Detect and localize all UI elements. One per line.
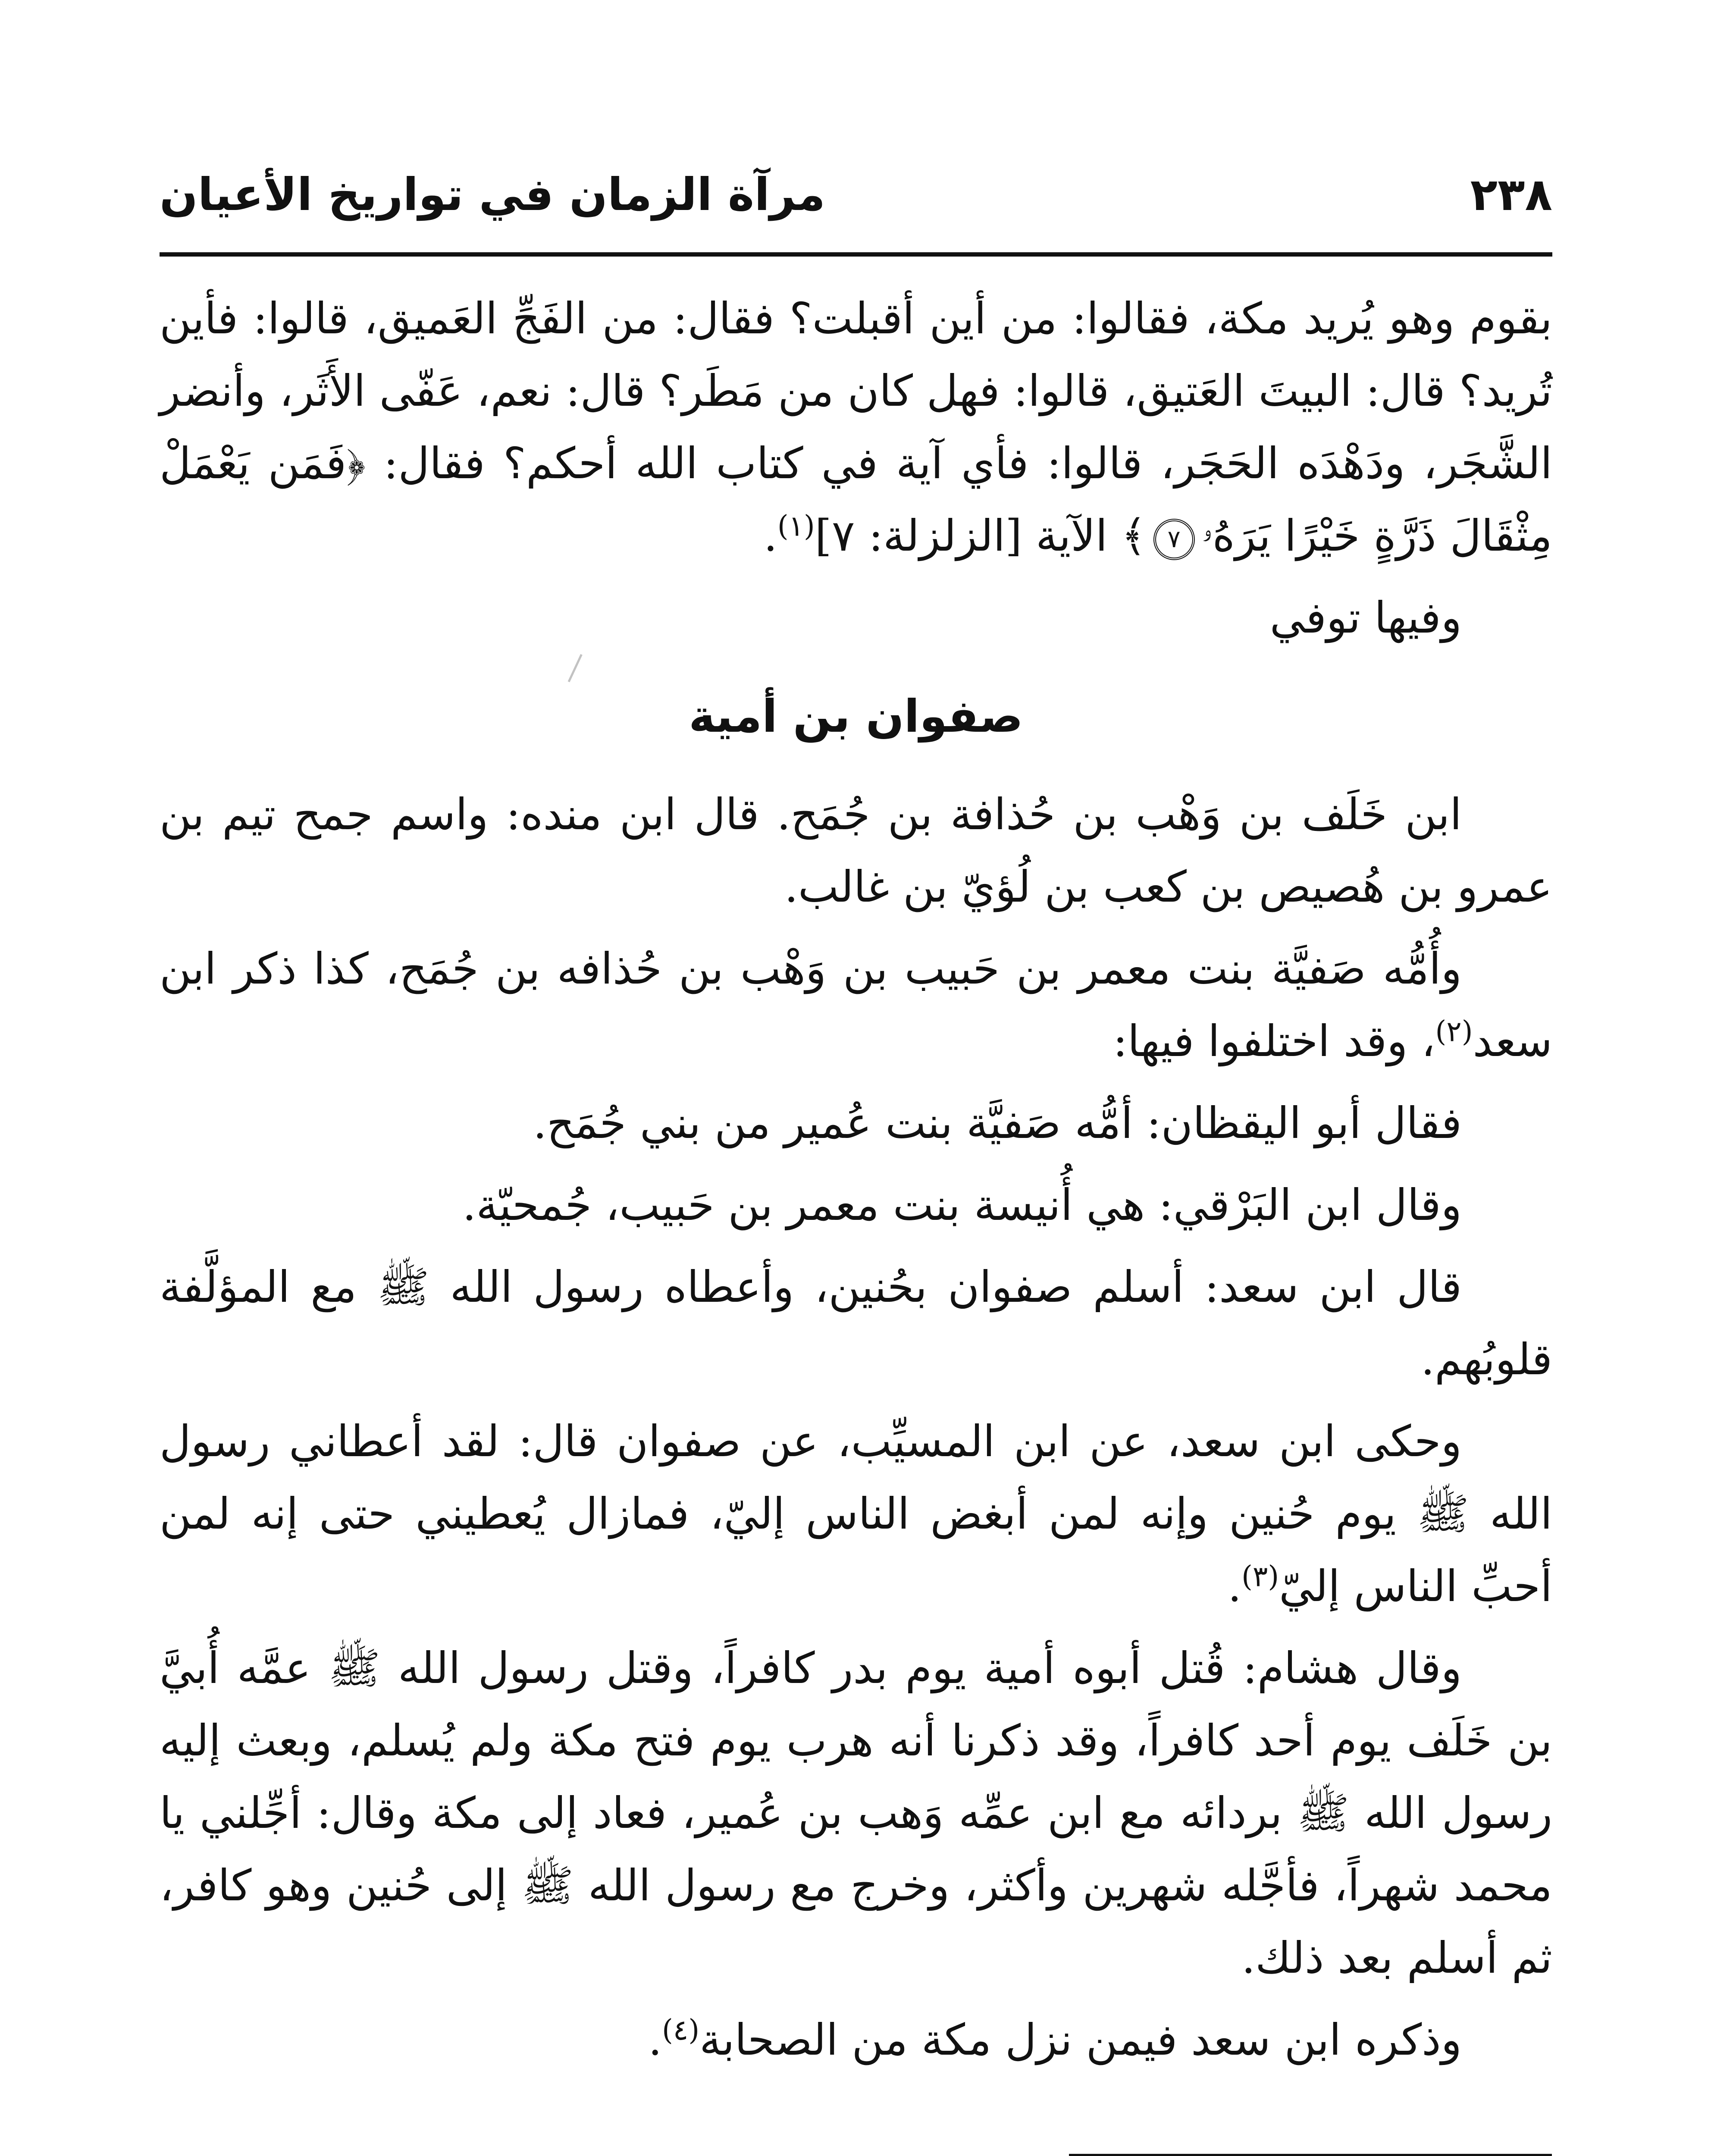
paragraph-end: . (1228, 1561, 1242, 1611)
paragraph-hisham: وقال هشام: قُتل أبوه أمية يوم بدر كافراً، وقتل رسول الله ﷺ عمَّه أُبيَّ بن خَلَف يوم أحد كافراً، وقد ذكرنا أنه هرب يوم فتح مكة ولم يُسلم، وبعث إليه رسول الله ﷺ بردائه مع ابن عمِّه وَهب بن عُمير، فعاد إلى مكة وقال: أجِّلني يا محمد شهراً، فأجَّله شهرين وأكثر، وخرج مع رسول الله ﷺ إلى حُنين وهو كافر، ثم أسلم بعد ذلك. (160, 1643, 1552, 1983)
quran-verse: ﴿فَمَن يَعْمَلْ مِثْقَالَ ذَرَّةٍ خَيْرًا يَرَهُۥ (160, 438, 1552, 561)
main-text (160, 282, 1552, 2086)
ayah-number-mark: ٧ (1153, 519, 1195, 560)
quran-close-bracket: ﴾ (1121, 511, 1147, 561)
paragraph-ibn-sad: قال ابن سعد: أسلم صفوان بحُنين، وأعطاه رسول الله ﷺ مع المؤلَّفة قلوبُهم. (160, 1262, 1552, 1385)
verse-reference: الآية [الزلزلة: ٧] (815, 511, 1122, 561)
footnote-marker: (٢) (1435, 1015, 1473, 1048)
footnote-marker: (٤) (662, 2013, 700, 2047)
paragraph-text: بقوم وهو يُريد مكة، فقالوا: من أين أقبلت؟ فقال: من الفَجِّ العَميق، قالوا: فأين تُريد؟ قال: البيتَ العَتيق، قالوا: فهل كان من مَطَر؟ قال: نعم، عَفّى الأَثَر، وأنضر الشَّجَر، ودَهْدَه الحَجَر، قالوا: فأي آية في كتاب الله أحكم؟ فقال: (160, 293, 1553, 489)
paragraph-dialogue (160, 282, 1552, 572)
paragraph-end: . (764, 511, 777, 561)
paragraph-text: وذكره ابن سعد فيمن نزل مكة من الصحابة (699, 2015, 1462, 2065)
book-title: مرآة الزمان في تواريخ الأعيان (160, 168, 826, 221)
page-number: ٢٣٨ (1470, 168, 1552, 221)
paragraph-text: ، وقد اختلفوا فيها: (1113, 1016, 1435, 1066)
paragraph-companions (160, 2004, 1552, 2076)
paragraph-lineage: ابن خَلَف بن وَهْب بن حُذافة بن جُمَح. قال ابن منده: واسم جمح تيم بن عمرو بن هُصيص بن كعب بن لُؤيّ بن غالب. (160, 789, 1552, 912)
running-header (160, 142, 1552, 254)
paragraph-abu-yaqzan: فقال أبو اليقظان: أمُّه صَفيَّة بنت عُمير من بني جُمَح. (533, 1098, 1462, 1148)
paragraph-mother (160, 933, 1552, 1078)
paragraph-ibn-musayyib (160, 1405, 1552, 1623)
footnote-rule (1069, 2154, 1552, 2156)
footnote-marker: (١) (777, 509, 815, 543)
paragraph-text: وحكى ابن سعد، عن ابن المسيِّب، عن صفوان قال: لقد أعطاني رسول الله ﷺ يوم حُنين وإنه لمن أبغض الناس إليّ، فمازال يُعطيني حتى إنه لمن أحبِّ الناس إليّ (160, 1416, 1552, 1611)
header-rule (160, 252, 1552, 257)
paragraph-end: . (648, 2015, 662, 2065)
paragraph-death-year: وفيها توفي (1269, 592, 1462, 643)
section-title: صفوان بن أمية (689, 690, 1023, 743)
paragraph-ibn-barqi: وقال ابن البَرْقي: هي أُنيسة بنت معمر بن حَبيب، جُمحيّة. (462, 1180, 1462, 1230)
paragraph-text: وأُمُّه صَفيَّة بنت معمر بن حَبيب بن وَهْب بن حُذافه بن جُمَح، كذا ذكر ابن سعد (160, 943, 1552, 1066)
footnote-marker: (٣) (1241, 1560, 1279, 1593)
